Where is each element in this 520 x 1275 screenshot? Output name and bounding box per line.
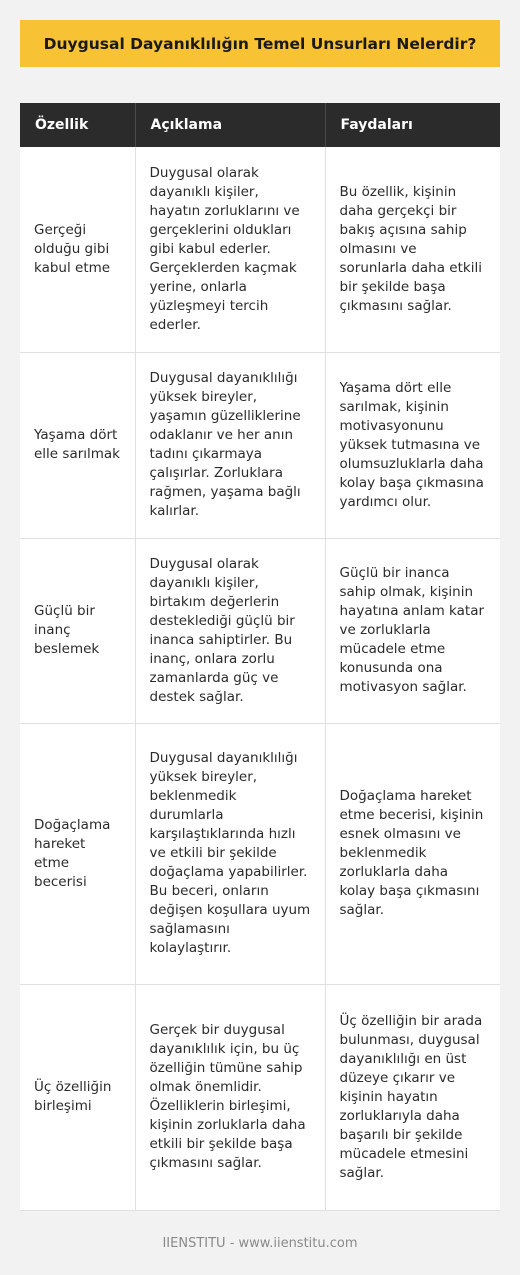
page-title: Duygusal Dayanıklılığın Temel Unsurları Nelerdir? xyxy=(43,34,477,53)
feature-cell: Üç özelliğin birleşimi xyxy=(20,984,135,1210)
title-banner xyxy=(20,20,500,67)
description-cell: Duygusal olarak dayanıklı kişiler, hayatın zorluklarını ve gerçeklerini oldukları gibi kabul ederler. Gerçeklerden kaçmak yerine, onlarla yüzleşmeyi tercih ederler. xyxy=(135,147,325,352)
description-cell: Duygusal dayanıklılığı yüksek bireyler, yaşamın güzelliklerine odaklanır ve her anın tadını çıkarmaya çalışırlar. Zorluklara rağmen, yaşama bağlı kalırlar. xyxy=(135,352,325,538)
feature-cell: Gerçeği olduğu gibi kabul etme xyxy=(20,147,135,352)
benefits-cell: Doğaçlama hareket etme becerisi, kişinin esnek olmasını ve beklenmedik zorluklarla daha kolay başa çıkmasını sağlar. xyxy=(325,723,500,984)
feature-cell: Doğaçlama hareket etme becerisi xyxy=(20,723,135,984)
feature-cell: Güçlü bir inanç beslemek xyxy=(20,538,135,723)
footer-credit: IIENSTITU - www.iienstitu.com xyxy=(162,1236,358,1251)
description-cell: Duygusal olarak dayanıklı kişiler, birtakım değerlerin desteklediği güçlü bir inanca sahiptirler. Bu inanç, onlara zorlu zamanlarda güç ve destek sağlar. xyxy=(135,538,325,723)
features-table xyxy=(20,103,500,1211)
description-cell: Gerçek bir duygusal dayanıklılık için, bu üç özelliğin tümüne sahip olmak önemlidir. Özelliklerin birleşimi, kişinin zorluklarla daha etkili bir şekilde başa çıkmasını sağlar. xyxy=(135,984,325,1210)
benefits-cell: Bu özellik, kişinin daha gerçekçi bir bakış açısına sahip olmasını ve sorunlarla daha etkili bir şekilde başa çıkmasını sağlar. xyxy=(325,147,500,352)
benefits-cell: Üç özelliğin bir arada bulunması, duygusal dayanıklılığı en üst düzeye çıkarır ve kişinin hayatın zorluklarıyla daha başarılı bir şekilde mücadele etmesini sağlar. xyxy=(325,984,500,1210)
table-row xyxy=(20,723,500,984)
description-cell: Duygusal dayanıklılığı yüksek bireyler, beklenmedik durumlarla karşılaştıklarında hızlı ve etkili bir şekilde doğaçlama yapabilirler. Bu beceri, onların değişen koşullara uyum sağlamasını kolaylaştırır. xyxy=(135,723,325,984)
table-row xyxy=(20,538,500,723)
header-description: Açıklama xyxy=(135,103,325,147)
table-header-row xyxy=(20,103,500,147)
header-feature: Özellik xyxy=(20,103,135,147)
table-row xyxy=(20,147,500,352)
benefits-cell: Güçlü bir inanca sahip olmak, kişinin hayatına anlam katar ve zorluklarla mücadele etme konusunda ona motivasyon sağlar. xyxy=(325,538,500,723)
header-benefits: Faydaları xyxy=(325,103,500,147)
feature-cell: Yaşama dört elle sarılmak xyxy=(20,352,135,538)
benefits-cell: Yaşama dört elle sarılmak, kişinin motivasyonunu yüksek tutmasına ve olumsuzluklarla daha kolay başa çıkmasına yardımcı olur. xyxy=(325,352,500,538)
table-row xyxy=(20,984,500,1210)
table-row xyxy=(20,352,500,538)
